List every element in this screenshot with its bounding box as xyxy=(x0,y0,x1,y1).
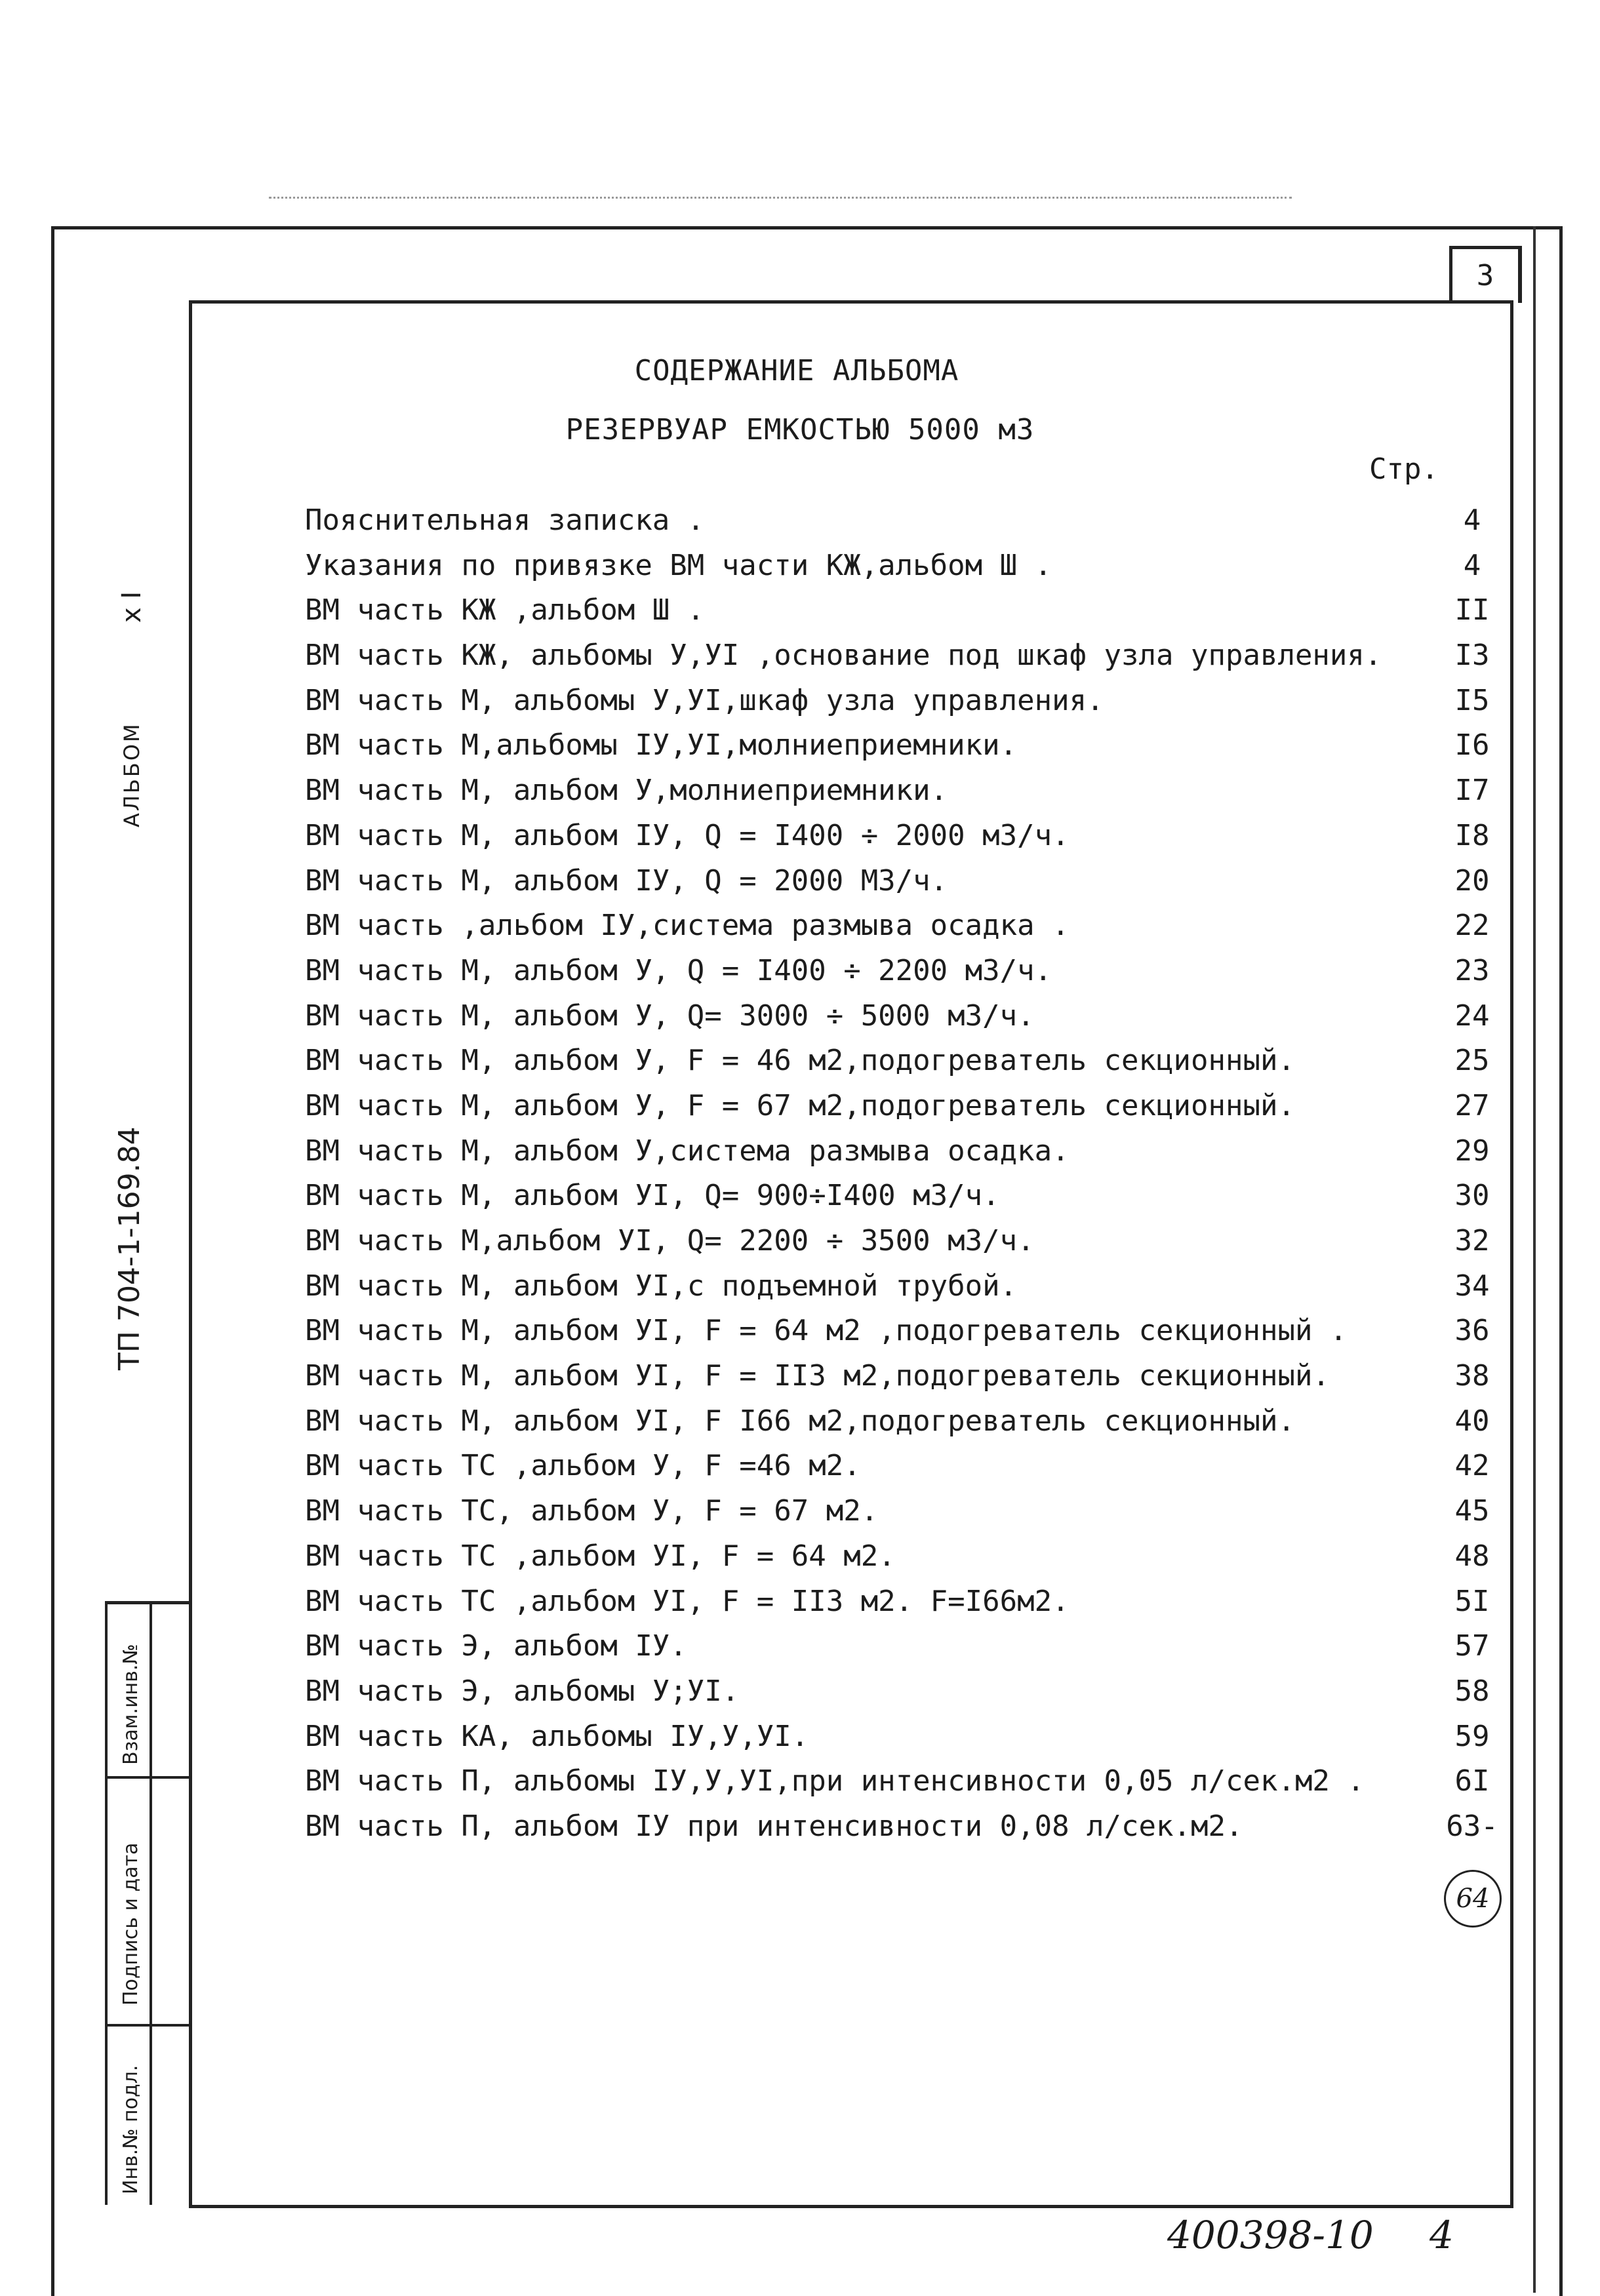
toc-entry-page: 58 xyxy=(1454,1674,1490,1708)
toc-entry-page: 20 xyxy=(1454,863,1490,898)
album-label: АЛЬБОМ xyxy=(119,722,144,827)
toc-entry xyxy=(295,1399,1502,1444)
toc-entry-page: I7 xyxy=(1454,774,1490,808)
toc-entry-text: ВМ часть М,альбом УI, Q= 2200 ÷ 3500 м3/ч. xyxy=(305,1224,1035,1257)
toc-entry-text: ВМ часть М, альбом У, F = 46 м2,подогреватель секционный. xyxy=(305,1044,1295,1078)
page-column-label: Стр. xyxy=(1369,452,1439,486)
toc-entry-text: ВМ часть М, альбом УI, F = II3 м2,подогреватель секционный. xyxy=(305,1359,1330,1393)
sheet-number-box xyxy=(1449,246,1522,303)
toc-entry-page: 63- xyxy=(1446,1809,1498,1843)
toc-entry-text: ВМ часть М, альбом IУ, Q = 2000 М3/ч. xyxy=(305,863,948,898)
toc-entry-text: ВМ часть М, альбом УI, F = 64 м2 ,подогреватель секционный . xyxy=(305,1314,1348,1348)
toc-entry xyxy=(295,903,1502,949)
stamp-divider xyxy=(108,2024,191,2027)
toc-entry-text: ВМ часть ТС ,альбом У, F =46 м2. xyxy=(305,1449,861,1483)
toc-entry xyxy=(295,1219,1502,1264)
toc-entry-text: ВМ часть М,альбомы IУ,УI,молниеприемники. xyxy=(305,728,1018,762)
toc-entry-text: ВМ часть КЖ ,альбом Ш . xyxy=(305,593,705,627)
toc-entry-page: 4 xyxy=(1463,504,1481,537)
toc-entry-text: ВМ часть П, альбом IУ при интенсивности 0,08 л/сек.м2. xyxy=(305,1809,1243,1843)
stamp-inv-original: Инв.№ подл. xyxy=(119,2065,142,2194)
toc-entry-text: ВМ часть М, альбом У, F = 67 м2,подогреватель секционный. xyxy=(305,1088,1295,1122)
toc-entry-text: ВМ часть КЖ, альбомы У,УI ,основание под шкаф узла управления. xyxy=(305,639,1382,673)
toc-entry xyxy=(295,1084,1502,1129)
toc-entry xyxy=(295,768,1502,814)
album-number-label: x I xyxy=(117,591,147,623)
toc-entry-page: 4 xyxy=(1463,548,1481,582)
toc-entry-text: ВМ часть ТС, альбом У, F = 67 м2. xyxy=(305,1494,879,1528)
toc-entry xyxy=(295,814,1502,859)
toc-entry-page: 45 xyxy=(1454,1494,1490,1528)
toc-entry xyxy=(295,633,1502,679)
toc-entry-text: ВМ часть М, альбом IУ, Q = I400 ÷ 2000 м3/ч. xyxy=(305,818,1070,852)
toc-entry xyxy=(295,1534,1502,1579)
toc-entry-page: 22 xyxy=(1454,909,1490,943)
document-title: СОДЕРЖАНИЕ АЛЬБОМА xyxy=(634,354,959,387)
stamp-signature-date: Подпись и дата xyxy=(119,1842,142,2006)
toc-entry-text: ВМ часть ТС ,альбом УI, F = 64 м2. xyxy=(305,1539,896,1573)
toc-entry-text: ВМ часть М, альбомы У,УI,шкаф узла управления. xyxy=(305,683,1104,717)
toc-entry-text: Указания по привязке ВМ части КЖ,альбом Ш . xyxy=(305,548,1052,582)
toc-entry-page: 59 xyxy=(1454,1719,1490,1753)
toc-entry-page: 29 xyxy=(1454,1134,1490,1168)
toc-entry-page: 38 xyxy=(1454,1359,1490,1393)
handwritten-inventory-number: 400398-10 xyxy=(1167,2213,1374,2257)
toc-entry xyxy=(295,1264,1502,1309)
toc-entry xyxy=(295,723,1502,768)
toc-entry-text: ВМ часть ,альбом IУ,система размыва осадка . xyxy=(305,909,1070,943)
toc-entry xyxy=(295,1129,1502,1174)
toc-entry-text: ВМ часть М, альбом У, Q= 3000 ÷ 5000 м3/ч. xyxy=(305,999,1035,1033)
toc-entry xyxy=(295,859,1502,904)
toc-entry-text: ВМ часть КА, альбомы IУ,У,УI. xyxy=(305,1719,809,1753)
toc-entry xyxy=(295,1039,1502,1084)
toc-entry-page: I8 xyxy=(1454,818,1490,852)
toc-entry-text: Пояснительная записка . xyxy=(305,504,705,537)
toc-entry xyxy=(295,1174,1502,1219)
sheet-number: 3 xyxy=(1476,259,1494,292)
toc-entry-text: ВМ часть М, альбом УI,с подъемной трубой. xyxy=(305,1269,1018,1303)
toc-entry-page: I6 xyxy=(1454,728,1490,762)
toc-entry-page: 30 xyxy=(1454,1179,1490,1213)
toc-entry-page: 57 xyxy=(1454,1629,1490,1663)
toc-entry-page: 48 xyxy=(1454,1539,1490,1573)
toc-entry xyxy=(295,679,1502,724)
toc-entry-page: 23 xyxy=(1454,953,1490,987)
toc-entry xyxy=(295,994,1502,1039)
stamp-replace-inv: Взам.инв.№ xyxy=(119,1644,142,1765)
toc-entry xyxy=(295,1669,1502,1714)
toc-entry-text: ВМ часть ТС ,альбом УI, F = II3 м2. F=I66м2. xyxy=(305,1584,1070,1618)
toc-entry-page: 34 xyxy=(1454,1269,1490,1303)
toc-entry xyxy=(295,1579,1502,1625)
toc-entry-page: 25 xyxy=(1454,1044,1490,1078)
toc-entry-text: ВМ часть М, альбом УI, Q= 900÷I400 м3/ч. xyxy=(305,1179,1000,1213)
toc-entry-text: ВМ часть П, альбомы IУ,У,УI,при интенсивности 0,05 л/сек.м2 . xyxy=(305,1764,1365,1798)
toc-entry xyxy=(295,949,1502,994)
scan-dots-top xyxy=(269,197,1292,199)
toc-entry-page: 27 xyxy=(1454,1088,1490,1122)
toc-entry-page: I5 xyxy=(1454,683,1490,717)
document-subtitle: РЕЗЕРВУАР ЕМКОСТЬЮ 5000 м3 xyxy=(565,413,1035,446)
toc-entry xyxy=(295,1354,1502,1399)
toc-entry xyxy=(295,544,1502,589)
handwritten-sheet-number: 4 xyxy=(1430,2213,1454,2257)
toc-entry-page: 32 xyxy=(1454,1224,1490,1257)
toc-entry-text: ВМ часть М, альбом У,молниеприемники. xyxy=(305,774,948,808)
toc-entry-page: 24 xyxy=(1454,999,1490,1033)
toc-entry xyxy=(295,588,1502,633)
toc-entry-page: 5I xyxy=(1454,1584,1490,1618)
right-frame-edge xyxy=(1533,226,1536,2293)
toc-entry xyxy=(295,1489,1502,1534)
stamp-column xyxy=(105,1601,191,2205)
circled-page-number: 64 xyxy=(1444,1870,1502,1928)
toc-entry-text: ВМ часть Э, альбомы У;УI. xyxy=(305,1674,740,1708)
stamp-divider xyxy=(108,1776,191,1779)
toc-entry-page: I3 xyxy=(1454,639,1490,673)
toc-entry xyxy=(295,1759,1502,1804)
table-of-contents xyxy=(295,498,1502,1850)
toc-entry-text: ВМ часть Э, альбом IУ. xyxy=(305,1629,687,1663)
toc-entry xyxy=(295,1714,1502,1760)
toc-entry-page: 42 xyxy=(1454,1449,1490,1483)
toc-entry xyxy=(295,1624,1502,1669)
toc-entry xyxy=(295,1309,1502,1354)
toc-entry-page: 6I xyxy=(1454,1764,1490,1798)
toc-entry-text: ВМ часть М, альбом У,система размыва осадка. xyxy=(305,1134,1070,1168)
toc-entry-text: ВМ часть М, альбом УI, F I66 м2,подогреватель секционный. xyxy=(305,1404,1295,1438)
project-code-label: ТП 704-1-169.84 xyxy=(113,1126,146,1370)
toc-entry xyxy=(295,498,1502,544)
toc-entry-text: ВМ часть М, альбом У, Q = I400 ÷ 2200 м3/ч. xyxy=(305,953,1052,987)
toc-entry-page: II xyxy=(1454,593,1490,627)
stamp-vertical-line xyxy=(150,1604,152,2205)
toc-entry xyxy=(295,1804,1502,1850)
toc-entry-page: 36 xyxy=(1454,1314,1490,1348)
toc-entry-page: 40 xyxy=(1454,1404,1490,1438)
toc-entry xyxy=(295,1444,1502,1489)
